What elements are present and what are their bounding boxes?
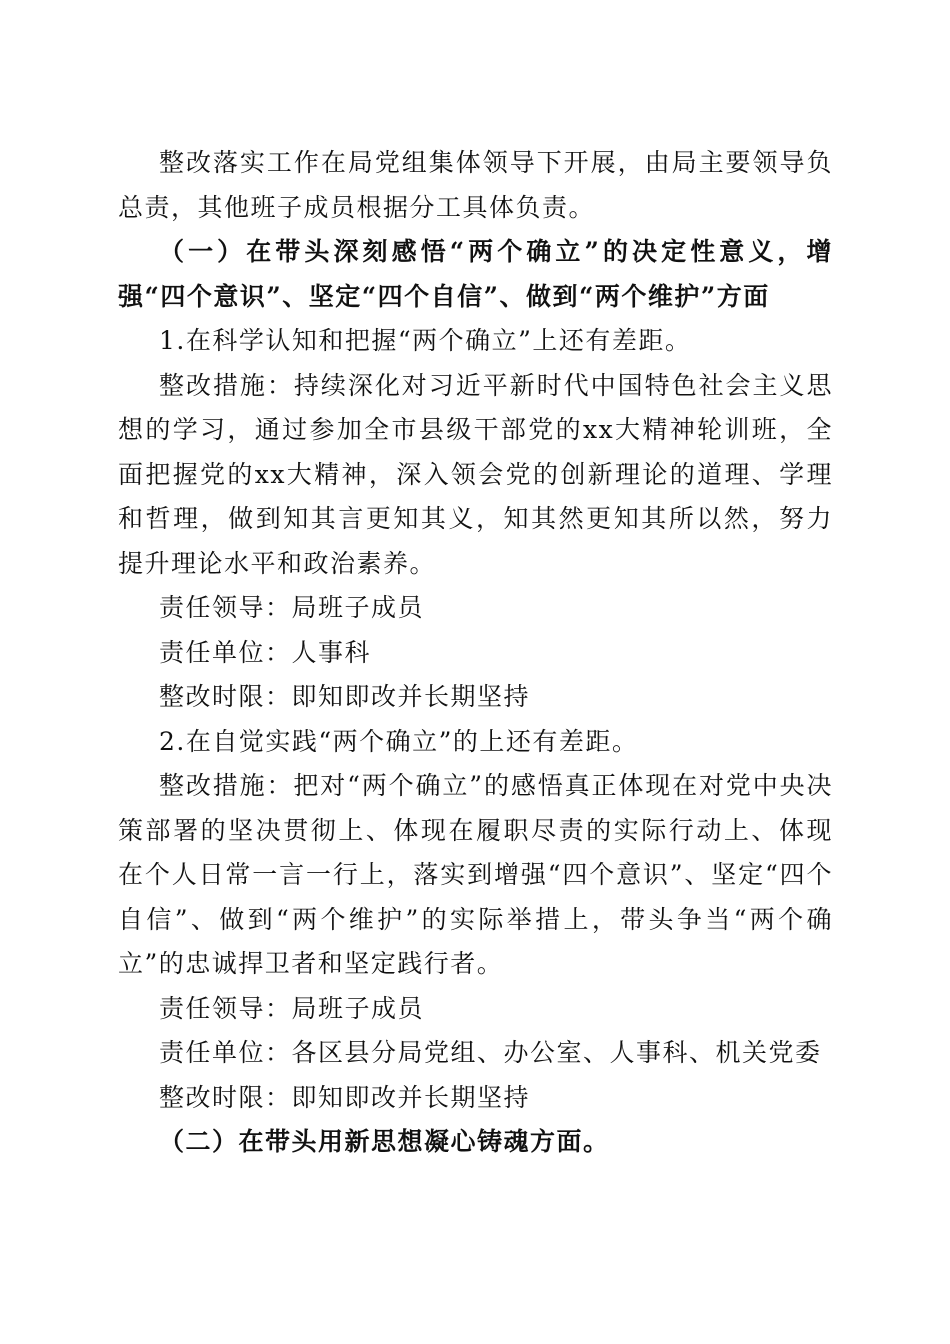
item-2-title: 2.在自觉实践“两个确立”的上还有差距。 [159, 726, 639, 756]
item-2-unit: 责任单位：各区县分局党组、办公室、人事科、机关党委 [159, 1038, 822, 1067]
document-body [118, 141, 833, 1165]
section-heading-2: （二）在带头用新思想凝心铸魂方面。 [159, 1127, 610, 1156]
section-heading-1: （一）在带头深刻感悟“两个确立”的决定性意义，增强“四个意识”、坚定“四个自信”、做到“两个维护”方面 [118, 237, 833, 311]
item-2-leader: 责任领导：局班子成员 [159, 993, 425, 1023]
item-1-leader: 责任领导：局班子成员 [159, 593, 425, 622]
item-1-unit: 责任单位：人事科 [159, 637, 372, 667]
item-2-measures: 整改措施：把对“两个确立”的感悟真正体现在对党中央决策部署的坚决贯彻上、体现在履职尽责的实际行动上、体现在个人日常一言一行上，落实到增强“四个意识”、坚定“四个自信”、做到“两个维护”的实际举措上，带头争当“两个确立”的忠诚捍卫者和坚定践行者。 [118, 771, 833, 978]
item-2-deadline: 整改时限：即知即改并长期坚持 [159, 1082, 531, 1112]
item-1-measures: 整改措施：持续深化对习近平新时代中国特色社会主义思想的学习，通过参加全市县级干部党的xx大精神轮训班，全面把握党的xx大精神，深入领会党的创新理论的道理、学理和哲理，做到知其言更知其义，知其然更知其所以然，努力提升理论水平和政治素养。 [118, 370, 833, 578]
intro-paragraph: 整改落实工作在局党组集体领导下开展，由局主要领导负总责，其他班子成员根据分工具体负责。 [118, 148, 833, 222]
item-1-title: 1.在科学认知和把握“两个确立”上还有差距。 [159, 326, 692, 355]
item-1-deadline: 整改时限：即知即改并长期坚持 [159, 682, 531, 711]
